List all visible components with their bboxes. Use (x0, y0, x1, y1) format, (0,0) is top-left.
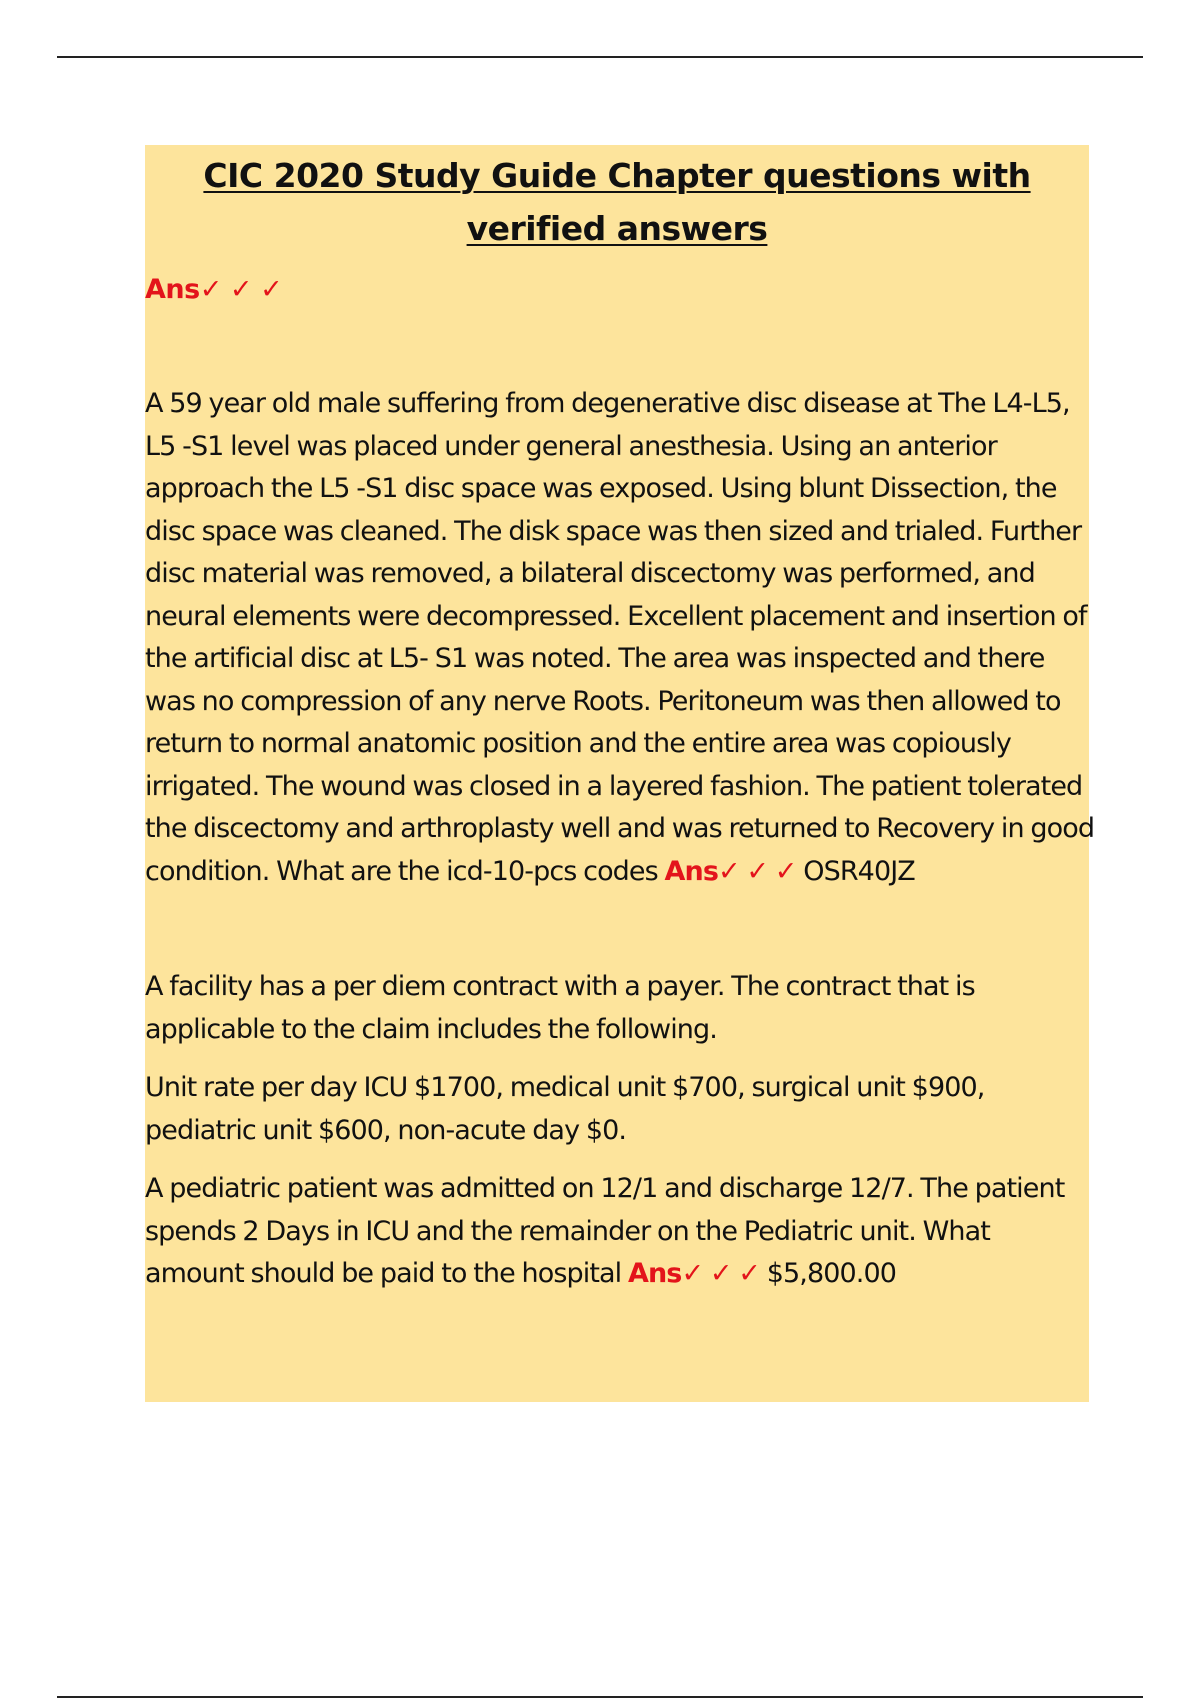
ans-label: Ans (145, 274, 200, 305)
check-marks: ✓ ✓ ✓ (681, 1258, 761, 1289)
question-2-answer: $5,800.00 (766, 1258, 897, 1289)
question-2-rates: Unit rate per day ICU $1700, medical unit $700, surgical unit $900, pediatric unit $600, non-acute day $0. (145, 1072, 985, 1146)
question-1-answer: OSR40JZ (803, 855, 915, 887)
top-rule (57, 56, 1143, 58)
bottom-rule (57, 1696, 1143, 1698)
study-guide-panel (145, 145, 1095, 1402)
question-1 (145, 383, 1095, 893)
document-title: CIC 2020 Study Guide Chapter questions with verified answers (203, 156, 1031, 248)
ans-label: Ans (627, 1258, 682, 1289)
ans-label: Ans (664, 855, 718, 887)
question-2-intro: A facility has a per diem contract with a payer. The contract that is applicable to the claim includes the following. (145, 971, 975, 1045)
answer-key-heading (145, 269, 1089, 311)
check-marks: ✓ ✓ ✓ (718, 855, 797, 887)
check-marks: ✓ ✓ ✓ (199, 274, 283, 305)
question-2-text: A pediatric patient was admitted on 12/1 and discharge 12/7. The patient spends 2 Days in ICU and the remainder on the Pediatric unit. What amount should be paid to the hospital (145, 1173, 1065, 1289)
question-1-text: A 59 year old male suffering from degenerative disc disease at The L4-L5, L5 -S1 level was placed under general anesthesia. Using an anterior approach the L5 -S1 disc space was exposed. Using blunt Dissection, the disc space was cleaned. The disk space was then sized and trialed. Further disc material was removed, a bilateral discectomy was performed, and neural elements were decompressed. Excellent placement and insertion of the artificial disc at L5- S1 was noted. The area was inspected and there was no compression of any nerve Roots. Peritoneum was then allowed to return to normal anatomic position and the entire area was copiously irrigated. The wound was closed in a layered fashion. The patient tolerated the discectomy and arthroplasty well and was returned to Recovery in good condition. What are the icd-10-pcs codes (145, 388, 1095, 887)
question-2 (145, 1168, 1095, 1296)
